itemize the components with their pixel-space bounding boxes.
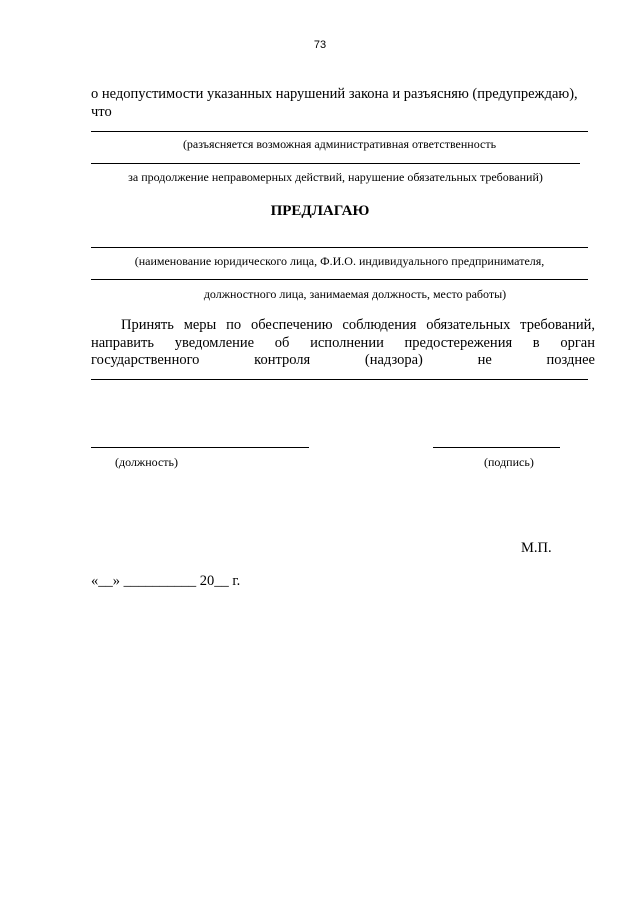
caption-continuation: за продолжение неправомерных действий, нарушение обязательных требований): [128, 170, 543, 184]
blank-line-1: [91, 131, 588, 132]
blank-line-2: [91, 163, 580, 164]
caption-entity: (наименование юридического лица, Ф.И.О. индивидуального предпринимателя,: [134, 254, 545, 268]
position-line: [91, 447, 309, 448]
caption-official: должностного лица, занимаемая должность, место работы): [203, 287, 507, 301]
proposal-line-2: направить уведомление об исполнении предостережения в орган: [91, 335, 595, 351]
blank-line-5: [91, 379, 588, 380]
heading-propose: ПРЕДЛАГАЮ: [270, 203, 370, 219]
blank-line-3: [91, 247, 588, 248]
proposal-line-1: Принять меры по обеспечению соблюдения обязательных требований,: [121, 317, 595, 333]
stamp-placeholder: М.П.: [521, 540, 552, 556]
position-label: (должность): [115, 455, 178, 469]
page-number: 73: [313, 39, 327, 51]
intro-line-2: что: [91, 104, 112, 120]
proposal-line-3: государственного контроля (надзора) не позднее: [91, 352, 595, 368]
caption-responsibility: (разъясняется возможная административная ответственность: [182, 137, 497, 151]
date-line: «__» __________ 20__ г.: [91, 573, 241, 589]
signature-label: (подпись): [484, 455, 534, 469]
intro-line-1: о недопустимости указанных нарушений закона и разъясняю (предупреждаю),: [91, 86, 578, 102]
blank-line-4: [91, 279, 588, 280]
signature-line: [433, 447, 560, 448]
